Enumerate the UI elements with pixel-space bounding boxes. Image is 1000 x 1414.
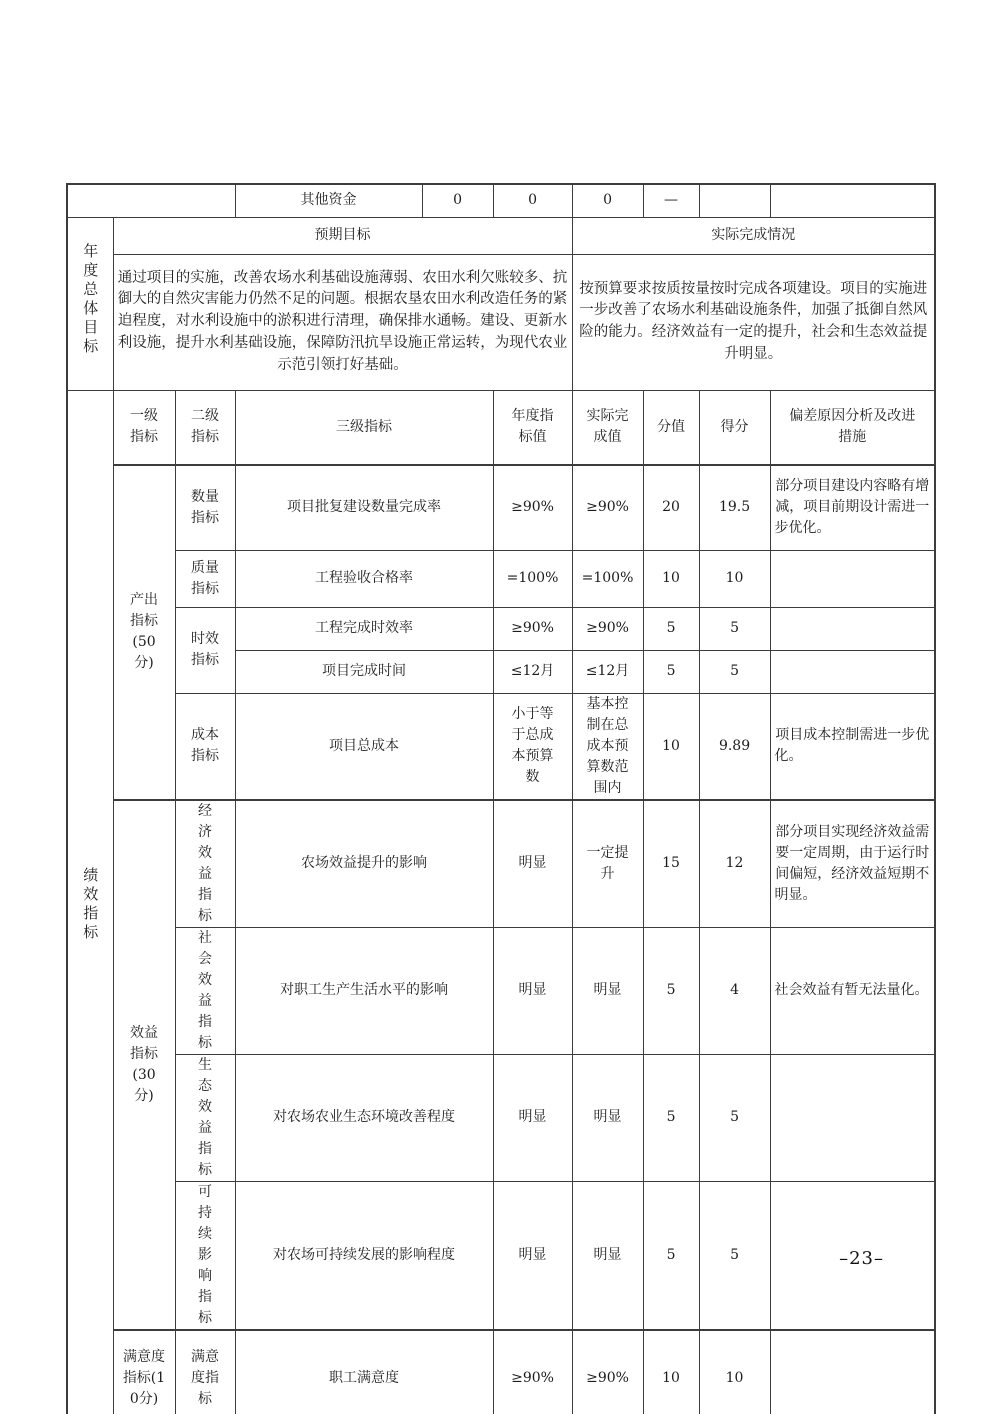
cell-level2: 数量指标 xyxy=(175,465,235,550)
cell-actual: 明显 xyxy=(572,927,643,1054)
cell-level3: 对职工生产生活水平的影响 xyxy=(235,927,493,1054)
cell-remark: 部分项目实现经济效益需要一定周期，由于运行时间偏短，经济效益短期不明显。 xyxy=(770,800,935,928)
cell-actual: ≤12月 xyxy=(572,650,643,693)
cell-score: 4 xyxy=(699,927,770,1054)
cell-remark: 社会效益有暂无法量化。 xyxy=(770,927,935,1054)
cell-level1: 效益指标(30分) xyxy=(113,800,175,1330)
cell-level1: 产出指标(50分) xyxy=(113,465,175,800)
cell-target: 明显 xyxy=(493,1054,572,1181)
cell-level2: 满意度指标 xyxy=(175,1330,235,1414)
cell-remark xyxy=(770,650,935,693)
cell-actual: 明显 xyxy=(572,1054,643,1181)
table-row xyxy=(67,1330,935,1414)
indicator-header-row xyxy=(67,390,935,465)
cell-remark xyxy=(770,1054,935,1181)
funding-value-cell: — xyxy=(643,184,699,217)
cell-actual: ≥90% xyxy=(572,465,643,550)
cell-score: 5 xyxy=(699,650,770,693)
header-level1: 一级指标 xyxy=(113,390,175,465)
cell-actual: =100% xyxy=(572,550,643,607)
performance-indicators-row-label xyxy=(67,390,113,1414)
actual-completion-text: 按预算要求按质按量按时完成各项建设。项目的实施进一步改善了农场水利基础设施条件，加强了抵御自然风险的能力。经济效益有一定的提升，社会和生态效益提升明显。 xyxy=(572,254,935,390)
cell-level3: 项目完成时间 xyxy=(235,650,493,693)
cell-level2: 生态效益指标 xyxy=(175,1054,235,1181)
cell-score: 12 xyxy=(699,800,770,928)
cell-remark xyxy=(770,550,935,607)
cell-target: 明显 xyxy=(493,1181,572,1330)
cell-target: ≥90% xyxy=(493,1330,572,1414)
cell-remark xyxy=(770,1330,935,1414)
table-row xyxy=(67,693,935,800)
cell-score: 9.89 xyxy=(699,693,770,800)
cell-remark: 部分项目建设内容略有增减，项目前期设计需进一步优化。 xyxy=(770,465,935,550)
page-number: –23– xyxy=(839,1248,884,1269)
cell-level3: 项目批复建设数量完成率 xyxy=(235,465,493,550)
cell-actual: 明显 xyxy=(572,1181,643,1330)
table-row xyxy=(67,465,935,550)
cell-score: 19.5 xyxy=(699,465,770,550)
table-row xyxy=(67,927,935,1054)
funding-label-cell: 其他资金 xyxy=(235,184,422,217)
table-row xyxy=(67,1054,935,1181)
funding-value-cell: 0 xyxy=(422,184,493,217)
cell-points: 5 xyxy=(643,1181,699,1330)
actual-completion-header: 实际完成情况 xyxy=(572,217,935,254)
cell-score: 5 xyxy=(699,607,770,650)
goal-body-row xyxy=(67,254,935,390)
cell-target: 小于等于总成本预算数 xyxy=(493,693,572,800)
cell-score: 5 xyxy=(699,1181,770,1330)
cell-level2: 时效指标 xyxy=(175,607,235,693)
cell-level3: 工程验收合格率 xyxy=(235,550,493,607)
cell-points: 5 xyxy=(643,927,699,1054)
cell-level3: 对农场可持续发展的影响程度 xyxy=(235,1181,493,1330)
funding-value-cell: 0 xyxy=(572,184,643,217)
cell-level1: 满意度指标(10分) xyxy=(113,1330,175,1414)
cell-points: 10 xyxy=(643,1330,699,1414)
cell-score: 5 xyxy=(699,1054,770,1181)
cell-level3: 项目总成本 xyxy=(235,693,493,800)
cell-points: 5 xyxy=(643,650,699,693)
cell-actual: 基本控制在总成本预算数范围内 xyxy=(572,693,643,800)
cell-actual: 一定提升 xyxy=(572,800,643,928)
cell-points: 15 xyxy=(643,800,699,928)
cell-level3: 工程完成时效率 xyxy=(235,607,493,650)
cell-target: ≥90% xyxy=(493,607,572,650)
cell-actual: ≥90% xyxy=(572,1330,643,1414)
cell-target: 明显 xyxy=(493,800,572,928)
cell-score: 10 xyxy=(699,1330,770,1414)
cell-level2: 社会效益指标 xyxy=(175,927,235,1054)
cell-target: 明显 xyxy=(493,927,572,1054)
funding-empty-cell xyxy=(770,184,935,217)
funding-value-cell: 0 xyxy=(493,184,572,217)
table-row xyxy=(67,1181,935,1330)
cell-score: 10 xyxy=(699,550,770,607)
expected-goal-text: 通过项目的实施，改善农场水利基础设施薄弱、农田水利欠账较多、抗御大的自然灾害能力仍然不足的问题。根据农垦农田水利改造任务的紧迫程度，对水利设施中的淤积进行清理，确保排水通畅。建设、更新水利设施，提升水利基础设施，保障防汛抗旱设施正常运转，为现代农业示范引领打好基础。 xyxy=(113,254,572,390)
cell-level2: 质量指标 xyxy=(175,550,235,607)
header-target: 年度指标值 xyxy=(493,390,572,465)
cell-remark xyxy=(770,607,935,650)
header-actual: 实际完成值 xyxy=(572,390,643,465)
cell-points: 10 xyxy=(643,693,699,800)
funding-empty-cell xyxy=(67,184,235,217)
goal-header-row xyxy=(67,217,935,254)
cell-points: 5 xyxy=(643,1054,699,1181)
performance-indicators-vertical-text: 绩效指标 xyxy=(81,867,100,943)
table-row xyxy=(67,550,935,607)
cell-level3: 对农场农业生态环境改善程度 xyxy=(235,1054,493,1181)
table-row xyxy=(67,800,935,928)
cell-level2: 可持续影响指标 xyxy=(175,1181,235,1330)
cell-level2: 经济效益指标 xyxy=(175,800,235,928)
cell-level2: 成本指标 xyxy=(175,693,235,800)
header-remark: 偏差原因分析及改进措施 xyxy=(770,390,935,465)
cell-target: =100% xyxy=(493,550,572,607)
annual-goal-vertical-text: 年度总体目标 xyxy=(81,243,100,357)
cell-target: ≥90% xyxy=(493,465,572,550)
cell-points: 20 xyxy=(643,465,699,550)
funding-empty-cell xyxy=(699,184,770,217)
header-level2: 二级指标 xyxy=(175,390,235,465)
cell-remark: 项目成本控制需进一步优化。 xyxy=(770,693,935,800)
cell-points: 10 xyxy=(643,550,699,607)
annual-goal-row-label xyxy=(67,217,113,390)
cell-level3: 农场效益提升的影响 xyxy=(235,800,493,928)
cell-target: ≤12月 xyxy=(493,650,572,693)
performance-table xyxy=(66,183,936,1414)
funding-row xyxy=(67,184,935,217)
header-points: 分值 xyxy=(643,390,699,465)
cell-actual: ≥90% xyxy=(572,607,643,650)
cell-level3: 职工满意度 xyxy=(235,1330,493,1414)
header-level3: 三级指标 xyxy=(235,390,493,465)
expected-goal-header: 预期目标 xyxy=(113,217,572,254)
table-row xyxy=(67,607,935,650)
cell-points: 5 xyxy=(643,607,699,650)
header-score: 得分 xyxy=(699,390,770,465)
